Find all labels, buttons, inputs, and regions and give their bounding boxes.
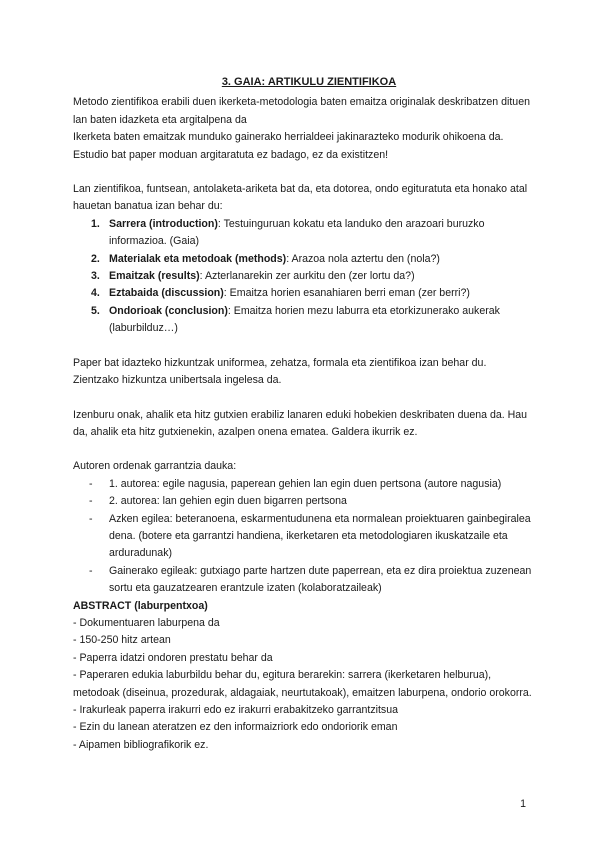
document-page (73, 74, 533, 754)
title-paragraph: Izenburu onak, ahalik eta hitz gutxien erabiliz lanaren eduki hobekien deskribaten duena da. Hau da, ahalik eta hitz gutxienekin, azalpen onena ematea. Galdera ikurrik ez. (73, 408, 528, 438)
intro-paragraph-1: Metodo zientifikoa erabili duen ikerketa-metodologia baten emaitza originalak deskribatzen dituen lan baten idazketa eta argitalpena da (73, 96, 530, 126)
list-item: 3. Emaitzak (results): Azterlanarekin zer aurkitu den (zer lortu da?) (91, 270, 415, 283)
list-item: 5. Ondorioak (conclusion): Emaitza horien mezu laburra eta etorkizunerako aukerak (laburbilduz…) (91, 304, 500, 335)
abstract-item: - Dokumentuaren laburpena da (73, 616, 220, 629)
structure-intro: Lan zientifikoa, funtsean, antolaketa-ariketa bat da, eta dotorea, ondo egituratuta eta honako atal hauetan banatua izan behar du: (73, 183, 528, 213)
sections-list (73, 216, 533, 338)
abstract-item: - Aipamen bibliografikorik ez. (73, 738, 209, 751)
list-item: - Azken egilea: beteranoena, eskarmentudunena eta normalean proiektuaren gainbegiralea dena. (botere eta garrantzi handiena, ikerketaren eta metodologiaren ikuskatzaile eta arduradunak) (89, 512, 531, 560)
list-item: 4. Eztabaida (discussion): Emaitza horien esanahiaren berri eman (zer berri?) (91, 287, 470, 300)
list-item: - 2. autorea: lan gehien egin duen bigarren pertsona (89, 495, 347, 508)
list-item: 1. Sarrera (introduction): Testuinguruan kokatu eta landuko den arazoari buruzko informazioa. (Gaia) (91, 217, 485, 248)
abstract-heading: ABSTRACT (laburpentxoa) (73, 599, 208, 612)
list-item: 2. Materialak eta metodoak (methods): Arazoa nola aztertu den (nola?) (91, 252, 440, 265)
abstract-item: - Paperaren edukia laburbildu behar du, egitura berarekin: sarrera (ikerketaren helburua), metodoak (diseinua, prozedurak, aldagaiak, neurtutakoak), emaitzen laburpena, ondorio orokorra. (73, 669, 532, 699)
intro-paragraph-3: Estudio bat paper moduan argitaratuta ez badago, ez da existitzen! (73, 148, 389, 161)
page-number: 1 (520, 798, 526, 810)
page-title: 3. GAIA: ARTIKULU ZIENTIFIKOA (221, 76, 397, 88)
abstract-item: - Paperra idatzi ondoren prestatu behar da (73, 651, 273, 664)
authors-intro: Autoren ordenak garrantzia dauka: (73, 460, 237, 473)
authors-list (73, 476, 533, 598)
abstract-item: - 150-250 hitz artean (73, 634, 171, 647)
abstract-item: - Irakurleak paperra irakurri edo ez irakurri erabakitzeko garrantzitsua (73, 704, 399, 716)
intro-paragraph-2: Ikerketa baten emaitzak munduko gainerako herrialdeei jakinarazteko modurik ohikoena da. (73, 131, 504, 144)
abstract-item: - Ezin du lanean ateratzen ez den informaizriork edo ondoriorik eman (73, 721, 398, 734)
language-paragraph: Paper bat idazteko hizkuntzak uniformea, zehatza, formala eta zientifikoa izan behar du. Zientzako hizkuntza unibertsala ingelesa da. (73, 356, 487, 387)
list-item: - Gainerako egileak: gutxiago parte hartzen dute paperrean, eta ez dira proiektua zuzenean sortu eta gauzatzearen erantzule izaten (kolaboratzaileak) (89, 564, 532, 595)
list-item: - 1. autorea: egile nagusia, paperean gehien lan egin duen pertsona (autore nagusia) (89, 477, 502, 490)
